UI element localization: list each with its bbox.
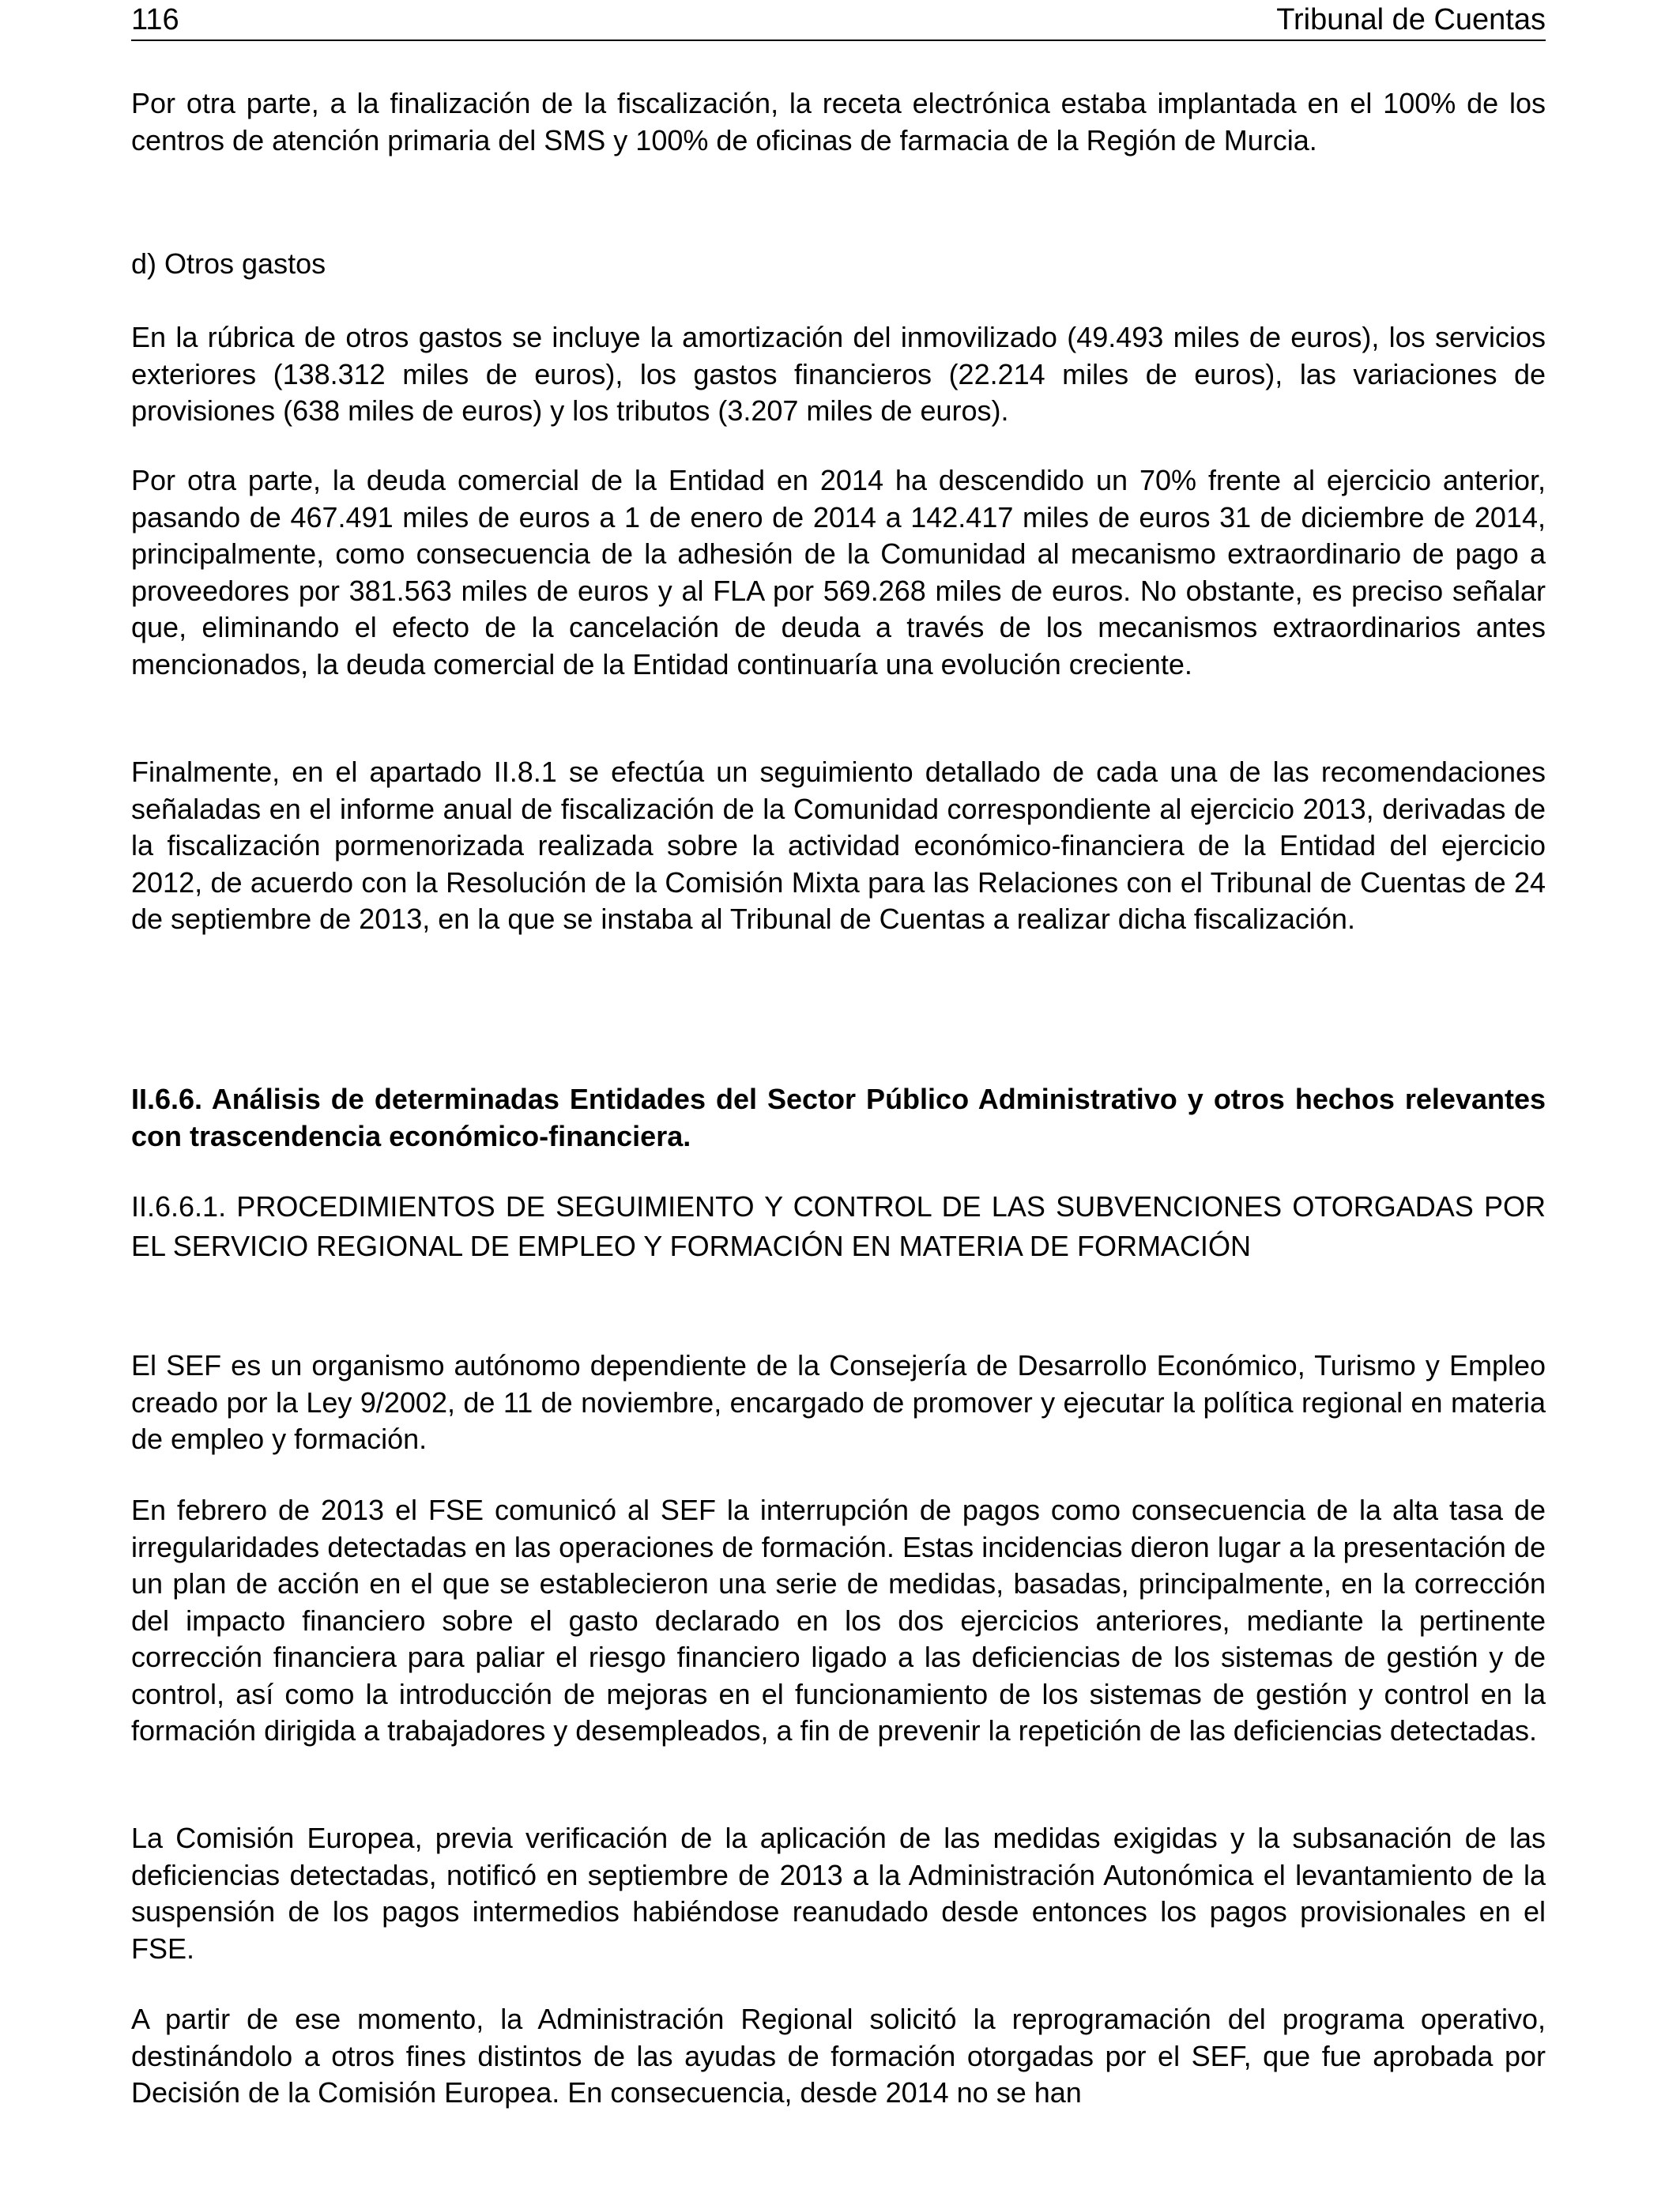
paragraph-receta-electronica: Por otra parte, a la finalización de la fiscalización, la receta electrónica estaba implantada en el 100% de los centros de atención primaria del SMS y 100% de oficinas de farmacia de la Región de Murcia. xyxy=(131,87,1546,156)
section-heading: II.6.6. Análisis de determinadas Entidades del Sector Público Administrativo y otros hechos relevantes con trascendencia económico-financiera. xyxy=(131,1083,1546,1152)
paragraph-deuda-comercial: Por otra parte, la deuda comercial de la Entidad en 2014 ha descendido un 70% frente al ejercicio anterior, pasando de 467.491 miles de euros a 1 de enero de 2014 a 142.417 miles de euros 31 de diciembre de 2014, principalmente, como consecuencia de la adhesión de la Comunidad al mecanismo extraordinario de pago a proveedores por 381.563 miles de euros y al FLA por 569.268 miles de euros. No obstante, es preciso señalar que, eliminando el efecto de la cancelación de deuda a través de los mecanismos extraordinarios antes mencionados, la deuda comercial de la Entidad continuaría una evolución creciente. xyxy=(131,464,1546,680)
paragraph-seguimiento-recomendaciones: Finalmente, en el apartado II.8.1 se efectúa un seguimiento detallado de cada una de las recomendaciones señaladas en el informe anual de fiscalización de la Comunidad correspondiente al ejercicio 2013, derivadas de la fiscalización pormenorizada realizada sobre la actividad económico-financiera de la Entidad del ejercicio 2012, de acuerdo con la Resolución de la Comisión Mixta para las Relaciones con el Tribunal de Cuentas de 24 de septiembre de 2013, en la que se instaba al Tribunal de Cuentas a realizar dicha fiscalización. xyxy=(131,756,1546,935)
page-header xyxy=(131,2,1546,41)
paragraph-interrupcion-pagos: En febrero de 2013 el FSE comunicó al SEF la interrupción de pagos como consecuencia de la alta tasa de irregularidades detectadas en las operaciones de formación. Estas incidencias dieron lugar a la presentación de un plan de acción en el que se establecieron una serie de medidas, basadas, principalmente, en la corrección del impacto financiero sobre el gasto declarado en los dos ejercicios anteriores, mediante la pertinente corrección financiera para paliar el riesgo financiero ligado a las deficiencias de los sistemas de gestión y de control, así como la introducción de mejoras en el funcionamiento de los sistemas de gestión y control en la formación dirigida a trabajadores y desempleados, a fin de prevenir la repetición de las deficiencias detectadas. xyxy=(131,1494,1546,1747)
page-number: 116 xyxy=(131,3,179,36)
subsection-heading: II.6.6.1. PROCEDIMIENTOS DE SEGUIMIENTO Y CONTROL DE LAS SUBVENCIONES OTORGADAS POR EL SERVICIO REGIONAL DE EMPLEO Y FORMACIÓN EN MATERIA DE FORMACIÓN xyxy=(131,1190,1546,1262)
paragraph-otros-gastos: En la rúbrica de otros gastos se incluye la amortización del inmovilizado (49.493 miles de euros), los servicios exteriores (138.312 miles de euros), los gastos financieros (22.214 miles de euros), las variaciones de provisiones (638 miles de euros) y los tributos (3.207 miles de euros). xyxy=(131,321,1546,427)
running-title: Tribunal de Cuentas xyxy=(1276,3,1546,36)
paragraph-comision-europea: La Comisión Europea, previa verificación de la aplicación de las medidas exigidas y la subsanación de las deficiencias detectadas, notificó en septiembre de 2013 a la Administración Autonómica el levantamiento de la suspensión de los pagos intermedios habiéndose reanudado desde entonces los pagos provisionales en el FSE. xyxy=(131,1822,1546,1965)
subheading-otros-gastos: d) Otros gastos xyxy=(131,247,326,280)
paragraph-sef: El SEF es un organismo autónomo dependiente de la Consejería de Desarrollo Económico, Turismo y Empleo creado por la Ley 9/2002, de 11 de noviembre, encargado de promover y ejecutar la política regional en materia de empleo y formación. xyxy=(131,1349,1546,1455)
paragraph-reprogramacion: A partir de ese momento, la Administración Regional solicitó la reprogramación del programa operativo, destinándolo a otros fines distintos de las ayudas de formación otorgadas por el SEF, que fue aprobada por Decisión de la Comisión Europea. En consecuencia, desde 2014 no se han xyxy=(131,2003,1546,2109)
